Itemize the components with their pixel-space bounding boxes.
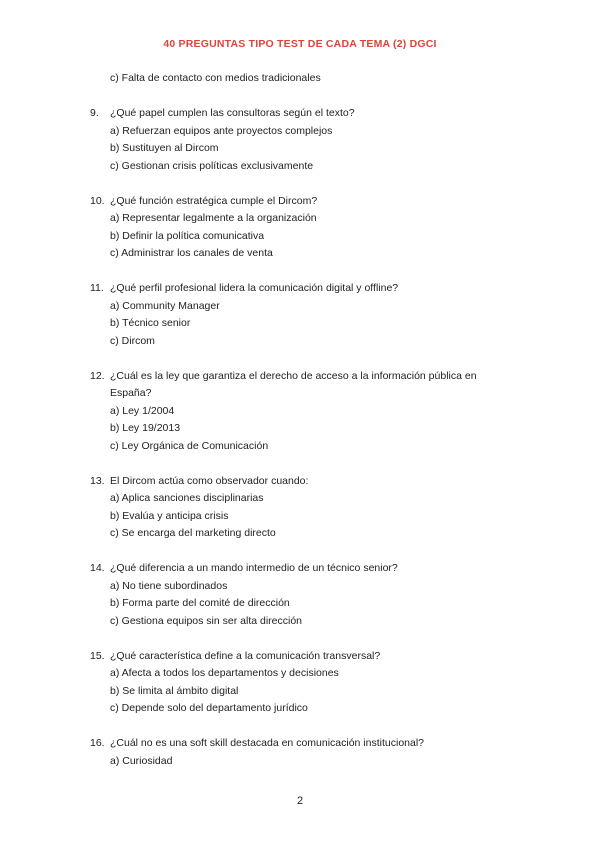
option-a: a) Representar legalmente a la organización xyxy=(110,212,317,224)
page-header-title: 40 PREGUNTAS TIPO TEST DE CADA TEMA (2) DGCI xyxy=(163,38,437,50)
option-c: c) Gestionan crisis políticas exclusivamente xyxy=(110,159,314,172)
question-13 xyxy=(0,473,600,543)
question-12 xyxy=(0,368,600,456)
question-text: ¿Qué característica define a la comunicación transversal? xyxy=(110,649,381,662)
option-a: a) Curiosidad xyxy=(110,754,173,767)
option-c: c) Ley Orgánica de Comunicación xyxy=(110,439,269,452)
question-text: ¿Qué papel cumplen las consultoras según el texto? xyxy=(110,107,355,119)
question-number: 16. xyxy=(90,737,105,749)
option-c: c) Depende solo del departamento jurídico xyxy=(110,702,308,714)
question-number: 9. xyxy=(90,107,99,119)
question-14 xyxy=(0,560,600,630)
question-text-continuation: España? xyxy=(110,387,152,399)
question-number: 13. xyxy=(90,474,105,487)
option-a: a) Ley 1/2004 xyxy=(110,404,175,417)
question-text: El Dircom actúa como observador cuando: xyxy=(110,474,309,487)
option-a: a) Afecta a todos los departamentos y decisiones xyxy=(110,667,339,679)
carryover-option: c) Falta de contacto con medios tradicionales xyxy=(110,72,321,84)
carryover-block xyxy=(0,70,600,88)
option-c: c) Se encarga del marketing directo xyxy=(110,527,276,539)
question-text: ¿Qué función estratégica cumple el Dircom? xyxy=(110,194,318,207)
question-9 xyxy=(0,105,600,175)
question-number: 10. xyxy=(90,194,105,207)
option-a: a) Aplica sanciones disciplinarias xyxy=(110,492,264,504)
option-b: b) Técnico senior xyxy=(110,317,191,329)
option-b: b) Ley 19/2013 xyxy=(110,422,181,434)
option-a: a) Community Manager xyxy=(110,299,220,312)
option-c: c) Dircom xyxy=(110,334,155,347)
question-text: ¿Qué diferencia a un mando intermedio de un técnico senior? xyxy=(110,562,398,574)
option-a: a) No tiene subordinados xyxy=(110,579,228,592)
option-b: b) Se limita al ámbito digital xyxy=(110,684,239,697)
question-text: ¿Cuál es la ley que garantiza el derecho de acceso a la información pública en xyxy=(110,369,477,382)
question-11 xyxy=(0,280,600,350)
question-number: 14. xyxy=(90,562,105,574)
question-15 xyxy=(0,648,600,718)
question-list xyxy=(0,70,600,788)
option-c: c) Administrar los canales de venta xyxy=(110,247,273,259)
page-number: 2 xyxy=(296,795,304,807)
question-16 xyxy=(0,735,600,770)
question-number: 15. xyxy=(90,649,105,662)
option-b: b) Forma parte del comité de dirección xyxy=(110,597,290,609)
question-10 xyxy=(0,193,600,263)
question-number: 12. xyxy=(90,369,105,382)
question-number: 11. xyxy=(90,282,104,294)
option-a: a) Refuerzan equipos ante proyectos complejos xyxy=(110,124,333,137)
option-c: c) Gestiona equipos sin ser alta dirección xyxy=(110,614,303,627)
option-b: b) Sustituyen al Dircom xyxy=(110,142,219,154)
question-text: ¿Cuál no es una soft skill destacada en comunicación institucional? xyxy=(110,737,425,749)
question-text: ¿Qué perfil profesional lidera la comunicación digital y offline? xyxy=(110,282,399,294)
option-b: b) Definir la política comunicativa xyxy=(110,229,265,242)
option-b: b) Evalúa y anticipa crisis xyxy=(110,509,229,522)
